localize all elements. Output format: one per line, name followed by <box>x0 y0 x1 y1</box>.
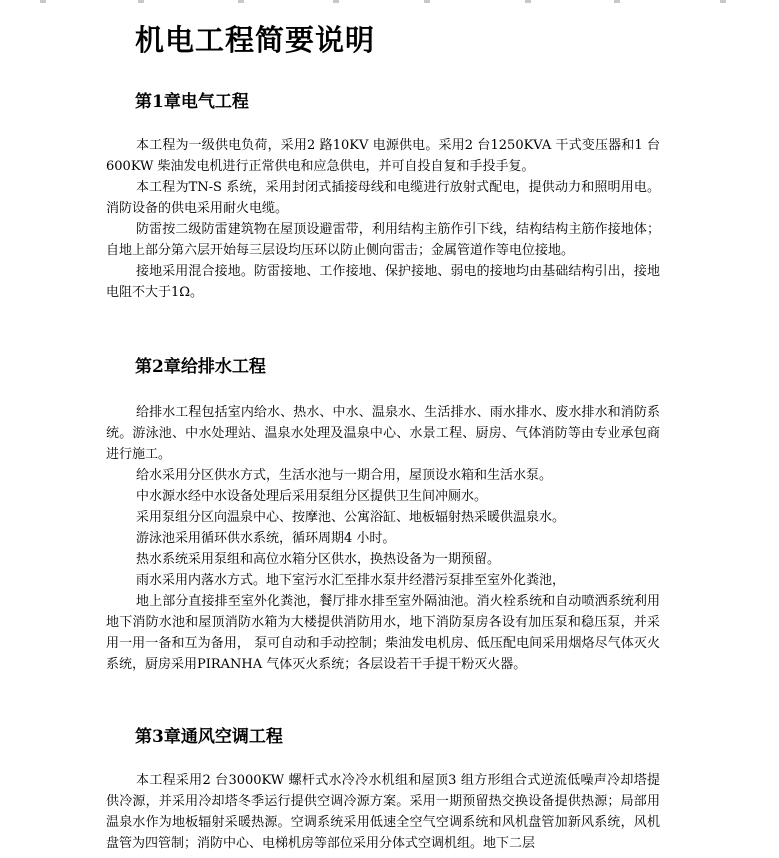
paragraph: 雨水采用内落水方式。地下室污水汇至排水泵井经潜污泵排至室外化粪池， <box>136 573 566 588</box>
edge-mark <box>614 0 620 3</box>
top-edge-marks <box>0 0 779 4</box>
chapter-3-heading: 第3章通风空调工程 <box>135 727 283 747</box>
paragraph: 本工程采用2 台3000KW 螺杆式水冷冷水机组和屋顶3 组方形组合式逆流低噪声冷却塔提供冷源，并采用冷却塔冬季运行提供空调冷源方案。采用一期预留热交换设备提供热源；局部用温泉水作为地板辐射采暖热源。空调系统采用低速全空气空调系统和风机盘管加新风系统，风机盘管为四管制；消防中心、电梯机房等部位采用分体式空调机组。地下二层 <box>106 773 660 851</box>
edge-mark <box>720 0 726 3</box>
edge-mark <box>424 0 430 3</box>
paragraph: 中水源水经中水设备处理后采用泵组分区提供卫生间冲厕水。 <box>136 489 488 504</box>
paragraph: 游泳池采用循环供水系统，循环周期4 小时。 <box>136 531 396 546</box>
paragraph: 给排水工程包括室内给水、热水、中水、温泉水、生活排水、雨水排水、废水排水和消防系统。游泳池、中水处理站、温泉水处理及温泉中心、水景工程、厨房、气体消防等由专业承包商进行施工。 <box>106 405 660 462</box>
edge-mark <box>525 0 531 3</box>
paragraph: 本工程为TN-S 系统，采用封闭式插接母线和电缆进行放射式配电，提供动力和照明用电。消防设备的供电采用耐火电缆。 <box>106 180 660 216</box>
paragraph: 防雷按二级防雷建筑物在屋顶设避雷带，利用结构主筋作引下线，结构结构主筋作接地体；自地上部分第六层开始每三层设均压环以防止侧向雷击；金属管道作等电位接地。 <box>106 222 660 258</box>
paragraph: 热水系统采用泵组和高位水箱分区供水，换热设备为一期预留。 <box>136 552 501 567</box>
chapter-1-body <box>106 135 660 303</box>
edge-mark <box>238 0 244 3</box>
paragraph: 采用泵组分区向温泉中心、按摩池、公寓浴缸、地板辐射热采暖供温泉水。 <box>136 510 566 525</box>
edge-mark <box>138 0 144 3</box>
edge-mark <box>333 0 339 3</box>
chapter-1-heading: 第1章电气工程 <box>135 92 249 112</box>
paragraph: 本工程为一级供电负荷，采用2 路10KV 电源供电。采用2 台1250KVA 干式变压器和1 台600KW 柴油发电机进行正常供电和应急供电，并可自投自复和手投手复。 <box>106 138 660 174</box>
document-title: 机电工程简要说明 <box>135 23 376 57</box>
chapter-2-body <box>106 402 660 675</box>
paragraph: 地上部分直接排至室外化粪池，餐厅排水排至室外隔油池。消火栓系统和自动喷洒系统利用地下消防水池和屋顶消防水箱为大楼提供消防用水，地下消防泵房各设有加压泵和稳压泵，并采用一用一备和互为备用， 泵可自动和手动控制；柴油发电机房、低压配电间采用烟烙尽气体灭火系统，厨房采用PIRANHA 气体灭火系统；各层设若干手提干粉灭火器。 <box>106 594 660 672</box>
paragraph: 接地采用混合接地。防雷接地、工作接地、保护接地、弱电的接地均由基础结构引出，接地电阻不大于1Ω。 <box>106 264 660 300</box>
paragraph: 给水采用分区供水方式，生活水池与一期合用，屋顶设水箱和生活水泵。 <box>136 468 553 483</box>
chapter-2-heading: 第2章给排水工程 <box>135 357 266 377</box>
chapter-3-body <box>106 770 660 854</box>
edge-mark <box>40 0 46 3</box>
